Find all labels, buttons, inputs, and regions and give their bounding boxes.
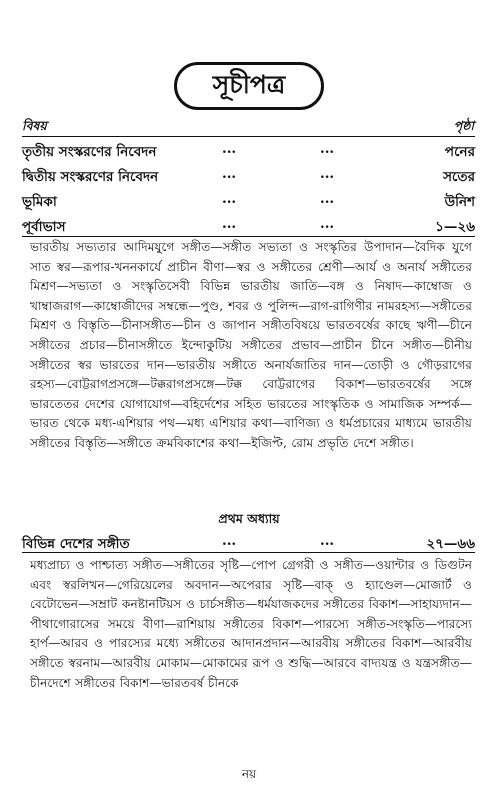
- toc-entry-leader: ...: [320, 216, 335, 232]
- toc-entry: [22, 533, 475, 553]
- header-rule: [22, 136, 475, 137]
- toc-entry-leader: ...: [222, 166, 237, 182]
- toc-entry-leader: ...: [320, 166, 335, 182]
- section-summary-chapter-one: মধ্যপ্রাচ্য ও পাশ্চাত্য সঙ্গীত—সঙ্গীতের সৃষ্টি—পোপ গ্রেগরী ও সঙ্গীত—ওয়ান্টার ও ডিগুটন এবং স্বরলিখন—গেরিয়েলের অবদান—অপেরার সৃষ্টি—বাক্ ও হ্যাণ্ডেল—মোজার্ট ও বেটোভেন—সম্রাট কনষ্টানটিয়স ও চার্চসঙ্গীত—ধর্মযাজকদের সঙ্গীতের বিকাশ—সাহায্যদান—পীথাগোরাসের সময়ে বীণা—রাশিয়ায় সঙ্গীতের বিকাশ—পারস্যে সঙ্গীত-সংস্কৃতি—পারস্যে হার্প—আরব ও পারস্যের মধ্যে সঙ্গীতের আদানপ্রদান—আরবীয় সঙ্গীতের বিকাশ—আরবীয় সঙ্গীতে স্বরনাম—আরবীয় মোকাম—মোকামের রূপ ও শুদ্ধি—আরবে বাদ্যযন্ত্র ও যন্ত্রসঙ্গীত—চীনদেশে সঙ্গীতের বিকাশ—ভারতবর্ষ চীনকে: [30, 558, 472, 690]
- toc-entry: [22, 191, 475, 211]
- toc-entry-page: পনের: [444, 144, 475, 160]
- toc-entry-title: ভূমিকা: [22, 194, 57, 210]
- toc-entry: [22, 166, 475, 186]
- toc-entry-leader: ...: [320, 191, 335, 207]
- toc-entry-leader: ...: [320, 533, 335, 549]
- toc-entry-leader: ...: [222, 216, 237, 232]
- toc-entry-title: পূর্বাভাস: [22, 219, 66, 235]
- column-header-page: পৃষ্ঠা: [453, 118, 474, 133]
- toc-entry-leader: ...: [222, 533, 237, 549]
- chapter-heading: প্রথম অধ্যায়: [218, 511, 280, 526]
- section-rule: [22, 236, 475, 237]
- toc-entry: [22, 216, 475, 236]
- column-header-subject: বিষয়: [22, 118, 47, 133]
- toc-entry: [22, 141, 475, 161]
- toc-entry-leader: ...: [222, 141, 237, 157]
- page-title: সূচীপত্র: [174, 62, 324, 110]
- toc-entry-page: ২৭—৬৬: [426, 536, 475, 552]
- toc-entry-title: দ্বিতীয় সংস্করণের নিবেদন: [22, 169, 159, 185]
- page-number: নয়: [241, 767, 257, 781]
- toc-entry-leader: ...: [222, 191, 237, 207]
- toc-entry-title: বিভিন্ন দেশের সঙ্গীত: [22, 536, 130, 552]
- toc-entry-title: তৃতীয় সংস্করণের নিবেদন: [22, 144, 157, 160]
- section-rule: [22, 552, 475, 553]
- toc-entry-leader: ...: [320, 141, 335, 157]
- toc-entry-page: উনিশ: [444, 194, 475, 210]
- toc-entry-page: ১—২৬: [435, 219, 475, 235]
- toc-entry-page: সতের: [443, 169, 475, 185]
- section-summary-purvabhas: ভারতীয় সভ্যতার আদিমযুগে সঙ্গীত—সঙ্গীত সভ্যতা ও সংস্কৃতির উপাদান—বৈদিক যুগে সাত স্বর—রূপার-খননকার্যে প্রাচীন বীণা—স্বর ও সঙ্গীতের শ্রেণী—আর্য ও অনার্য সঙ্গীতের মিশ্রণ—সভ্যতা ও সংস্কৃতিসেবী বিভিন্ন ভারতীয় জাতি—বঙ্গ ও নিষাদ—কাম্বোজ ও খাম্বাজরাগ—কাম্বোজীদের সম্বন্ধে—পুণ্ড, শবর ও পুলিন্দ—রাগ-রাগিণীর নামরহস্য—সঙ্গীতের মিশ্রণ ও বিস্তৃতি—চীনাসঙ্গীত—চীন ও জাপান সঙ্গীতবিষয়ে ভারতবর্ষের কাছে ঋণী—চীনে সঙ্গীতের প্রচার—চীনাসঙ্গীতে ইন্দোকুটিয় সঙ্গীতের প্রভাব—প্রাচীন চীনে সঙ্গীত—চীনীয় সঙ্গীতের স্বর ভারতের দান—ভারতীয় সঙ্গীতে অনার্যজাতির দান—তোড়ী ও গৌড়রাগের রহস্য—বোট্টরাগপ্রসঙ্গে—টক্করাগপ্রসঙ্গে—টক্ক বোট্টরাগের বিকাশ—ভারতবর্ষের সঙ্গে ভারতেতর দেশের যোগাযোগ—বহির্দেশের সহিত ভারতের সাংস্কৃতিক ও সামাজিক সম্পর্ক—ভারত থেকে মধ্য-এশিয়ার পথ—মধ্য এশিয়ার কথা—বাণিজ্য ও ধর্মপ্রচারের মাধ্যমে ভারতীয় সঙ্গীতের বিস্তৃতি—সঙ্গীতে ক্রমবিকাশের কথা—ইজিপ্ট, রোম প্রভৃতি দেশে সঙ্গীত।: [30, 240, 472, 450]
